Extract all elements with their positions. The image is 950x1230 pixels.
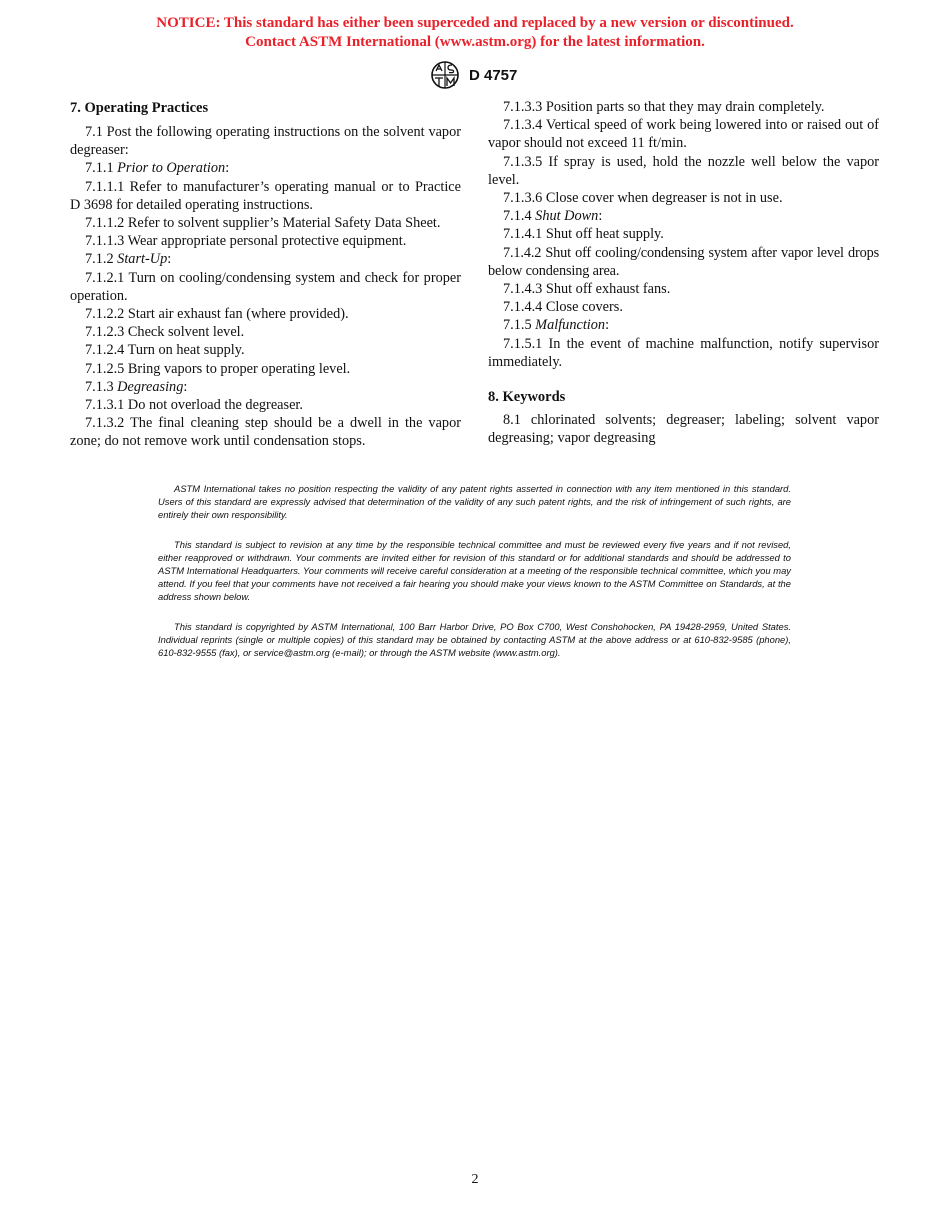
para-7-1-3-3: 7.1.3.3 Position parts so that they may drain completely. (503, 99, 825, 115)
notice-line-2: Contact ASTM International (www.astm.org) for the latest information. (245, 34, 705, 50)
para-7-1-1-number: 7.1.1 (85, 160, 118, 177)
right-column (488, 98, 879, 447)
para-7-1-5: 7.1.5 Malfunction: (503, 317, 610, 334)
astm-logo-icon (427, 60, 463, 90)
para-7-1-4-number: 7.1.4 (503, 208, 536, 225)
standard-designation: D 4757 (469, 66, 518, 84)
para-7-1-2-4: 7.1.2.4 Turn on heat supply. (85, 342, 245, 359)
page-number: 2 (471, 1172, 479, 1187)
legal-notices (158, 482, 791, 676)
para-7-1-2-title: Start-Up (117, 251, 168, 268)
para-7-1-2-3: 7.1.2.3 Check solvent level. (85, 324, 245, 341)
para-7-1-4-4: 7.1.4.4 Close covers. (503, 299, 623, 316)
para-7-1-3-1: 7.1.3.1 Do not overload the degreaser. (85, 397, 303, 414)
para-7-1: 7.1 Post the following operating instructions on the solvent vapor degreaser: (70, 124, 461, 159)
notice-line-1: NOTICE: This standard has either been superceded and replaced by a new version or discontinued. (156, 15, 794, 31)
para-7-1-2-5: 7.1.2.5 Bring vapors to proper operating level. (85, 360, 351, 377)
para-7-1-2: 7.1.2 Start-Up: (85, 251, 172, 268)
patent-disclaimer: ASTM International takes no position respecting the validity of any patent rights asserted in connection with any item mentioned in this standard. Users of this standard are expressly advised that determination of the validity of any such patent rights, and the risk of infringement of such rights, are entirely their own responsibility. (158, 483, 791, 520)
standard-header (427, 60, 517, 90)
para-7-1-5-1: 7.1.5.1 In the event of machine malfunction, notify supervisor immediately. (488, 335, 879, 370)
para-7-1-2-1: 7.1.2.1 Turn on cooling/condensing system and check for proper operation. (70, 269, 461, 304)
para-7-1-1-title: Prior to Operation (117, 160, 226, 177)
para-7-1-1: 7.1.1 Prior to Operation: (85, 160, 230, 177)
section-8-heading: 8. Keywords (488, 389, 566, 406)
para-7-1-2-number: 7.1.2 (85, 251, 118, 268)
para-7-1-4-2: 7.1.4.2 Shut off cooling/condensing system after vapor level drops below condensing area. (488, 244, 879, 279)
section-7-heading: 7. Operating Practices (70, 100, 209, 116)
revision-notice: This standard is subject to revision at any time by the responsible technical committee and must be reviewed every five years and if not revised, either reapproved or withdrawn. Your comments are invited either for revision of this standard or for additional standards and should be addressed to ASTM International Headquarters. Your comments will receive careful consideration at a meeting of the responsible technical committee, which you may attend. If you feel that your comments have not received a fair hearing you should make your views known to the ASTM Committee on Standards, at the address shown below. (158, 539, 791, 602)
para-7-1-3-4: 7.1.3.4 Vertical speed of work being lowered into or raised out of vapor should not exceed 11 ft/min. (488, 117, 879, 152)
copyright-notice: This standard is copyrighted by ASTM International, 100 Barr Harbor Drive, PO Box C700, West Conshohocken, PA 19428-2959, United States. Individual reprints (single or multiple copies) of this standard may be obtained by contacting ASTM at the above address or at 610-832-9585 (phone), 610-832-9555 (fax), or service@astm.org (e-mail); or through the ASTM website (www.astm.org). (158, 621, 791, 658)
supersede-notice (0, 14, 950, 52)
para-7-1-5-number: 7.1.5 (503, 317, 536, 334)
para-7-1-3-2: 7.1.3.2 The final cleaning step should be a dwell in the vapor zone; do not remove work until condensation stops. (70, 415, 461, 450)
para-7-1-5-title: Malfunction (535, 317, 606, 334)
para-8-1: 8.1 chlorinated solvents; degreaser; labeling; solvent vapor degreasing; vapor degreasing (488, 412, 879, 447)
para-7-1-3-5: 7.1.3.5 If spray is used, hold the nozzle well below the vapor level. (488, 153, 879, 188)
para-7-1-4-1: 7.1.4.1 Shut off heat supply. (503, 226, 664, 243)
para-7-1-3-6: 7.1.3.6 Close cover when degreaser is not in use. (503, 190, 783, 207)
para-7-1-4-title: Shut Down (535, 208, 599, 225)
para-7-1-3-title: Degreasing (117, 378, 184, 395)
para-7-1-2-2: 7.1.2.2 Start air exhaust fan (where provided). (85, 306, 349, 323)
para-7-1-4-3: 7.1.4.3 Shut off exhaust fans. (503, 281, 671, 298)
para-7-1-3: 7.1.3 Degreasing: (85, 378, 188, 395)
para-7-1-4: 7.1.4 Shut Down: (503, 208, 603, 225)
para-7-1-1-2: 7.1.1.2 Refer to solvent supplier’s Material Safety Data Sheet. (85, 215, 441, 232)
left-column (70, 98, 461, 451)
para-7-1-1-1: 7.1.1.1 Refer to manufacturer’s operating manual or to Practice D 3698 for detailed operating instructions. (70, 178, 461, 213)
para-7-1-3-number: 7.1.3 (85, 378, 118, 395)
para-7-1-1-3: 7.1.1.3 Wear appropriate personal protective equipment. (85, 233, 407, 250)
